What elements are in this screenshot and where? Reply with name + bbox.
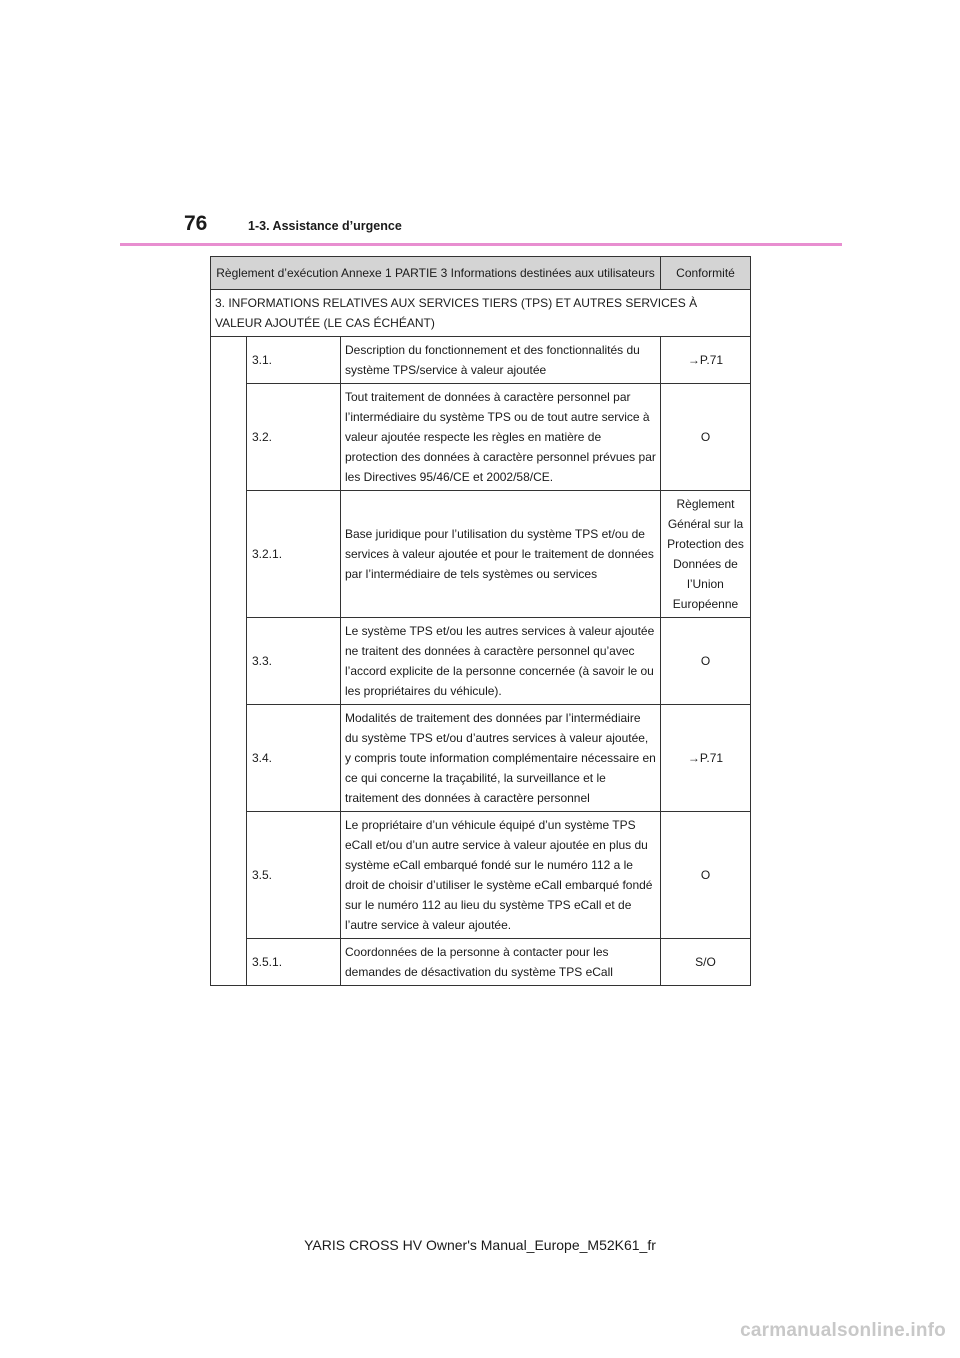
row-number: 3.3. — [247, 618, 341, 705]
row-description: Modalités de traitement des données par l’intermédiaire du système TPS et/ou d’autres services à valeur ajoutée, y compris toute information complémentaire nécessaire en ce qui concerne la traçabilité, la surveillance et le traitement des données à caractère personnel — [341, 705, 661, 812]
table-row — [211, 939, 751, 986]
watermark: carmanualsonline.info — [740, 1320, 946, 1341]
table-header-row — [211, 257, 751, 290]
row-description: Tout traitement de données à caractère personnel par l’intermédiaire du système TPS ou de tout autre service à valeur ajoutée respecte les règles en matière de protection des données à caractère personnel prévues par les Directives 95/46/CE et 2002/58/CE. — [341, 384, 661, 491]
row-number: 3.2.1. — [247, 491, 341, 618]
regulation-header: Règlement d’exécution Annexe 1 PARTIE 3 Informations destinées aux utilisateurs — [211, 257, 661, 290]
row-description: Description du fonctionnement et des fonctionnalités du système TPS/service à valeur ajoutée — [341, 337, 661, 384]
row-conformity: O — [661, 812, 751, 939]
row-conformity: →P.71 — [661, 337, 751, 384]
indent-cell — [211, 337, 247, 986]
row-number: 3.5.1. — [247, 939, 341, 986]
page-number: 76 — [184, 212, 208, 235]
table-row — [211, 812, 751, 939]
table-row — [211, 337, 751, 384]
row-conformity: O — [661, 384, 751, 491]
table-row — [211, 384, 751, 491]
regulation-table — [210, 256, 751, 986]
table-row — [211, 705, 751, 812]
section-title-cell: 3. INFORMATIONS RELATIVES AUX SERVICES TIERS (TPS) ET AUTRES SERVICES À VALEUR AJOUTÉE (LE CAS ÉCHÉANT) — [211, 290, 751, 337]
row-description: Le système TPS et/ou les autres services à valeur ajoutée ne traitent des données à caractère personnel qu’avec l’accord explicite de la personne concernée (à savoir le ou les propriétaires du véhicule). — [341, 618, 661, 705]
header-rule — [120, 243, 842, 246]
row-number: 3.1. — [247, 337, 341, 384]
row-conformity: Règlement Général sur la Protection des Données de l’Union Européenne — [661, 491, 751, 618]
row-description: Le propriétaire d’un véhicule équipé d’un système TPS eCall et/ou d’un autre service à valeur ajoutée en plus du système eCall embarqué fondé sur le numéro 112 a le droit de choisir d’utiliser le système eCall embarqué fondé sur le numéro 112 au lieu du système TPS eCall et de l’autre service à valeur ajoutée. — [341, 812, 661, 939]
row-description: Coordonnées de la personne à contacter pour les demandes de désactivation du système TPS eCall — [341, 939, 661, 986]
table-row — [211, 618, 751, 705]
section-title: 1-3. Assistance d’urgence — [248, 219, 402, 233]
row-conformity: O — [661, 618, 751, 705]
conformity-header: Conformité — [661, 257, 751, 290]
row-conformity: →P.71 — [661, 705, 751, 812]
row-conformity: S/O — [661, 939, 751, 986]
row-number: 3.5. — [247, 812, 341, 939]
row-description: Base juridique pour l’utilisation du système TPS et/ou de services à valeur ajoutée et pour le traitement de données par l’intermédiaire de tels systèmes ou services — [341, 491, 661, 618]
footer-manual-title: YARIS CROSS HV Owner's Manual_Europe_M52K61_fr — [304, 1237, 656, 1253]
row-number: 3.4. — [247, 705, 341, 812]
section-row — [211, 290, 751, 337]
row-number: 3.2. — [247, 384, 341, 491]
table-row — [211, 491, 751, 618]
